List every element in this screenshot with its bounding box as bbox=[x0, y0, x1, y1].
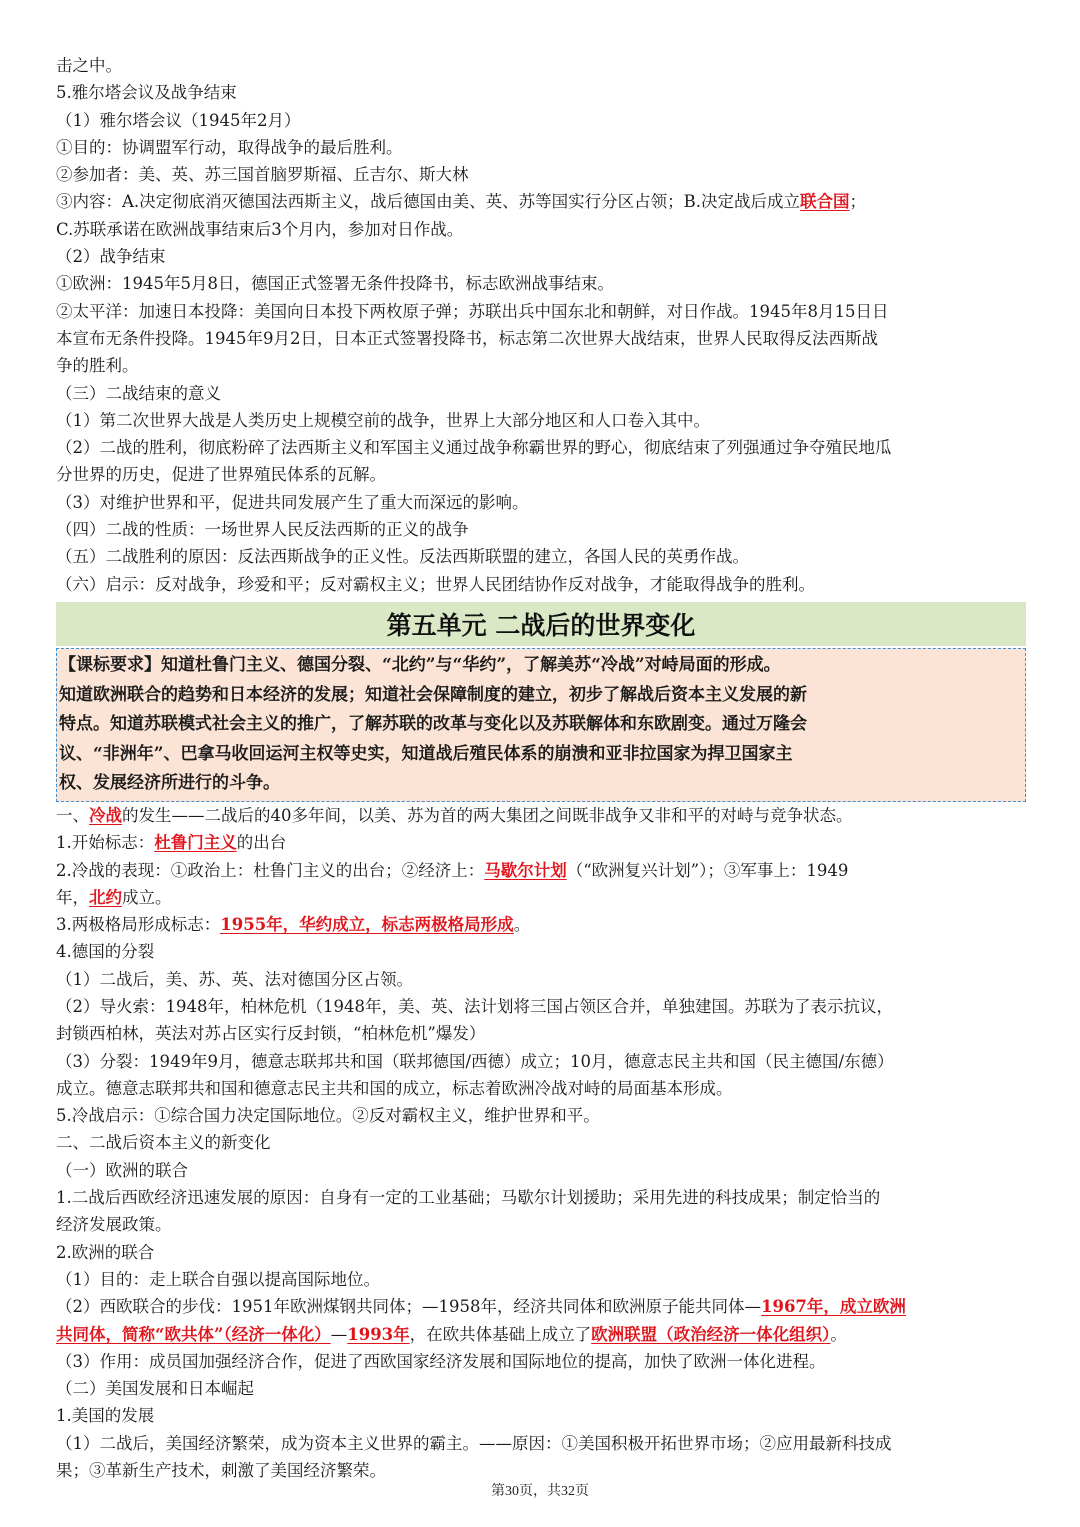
text-line: 击之中。 bbox=[56, 56, 122, 75]
key-term: 欧洲联盟（政治经济一体化组织） bbox=[591, 1324, 831, 1344]
text-line: 封锁西柏林，英法对苏占区实行反封锁，“柏林危机”爆发） bbox=[56, 1024, 486, 1044]
unit-title: 第五单元 二战后的世界变化 bbox=[56, 602, 1026, 646]
text-line: C.苏联承诺在欧洲战事结束后3个月内，参加对日作战。 bbox=[56, 219, 464, 239]
text-line: （3）作用：成员国加强经济合作，促进了西欧国家经济发展和国际地位的提高，加快了欧洲一体化进程。 bbox=[56, 1351, 826, 1371]
section-heading: 5.雅尔塔会议及战争结束 bbox=[56, 83, 237, 103]
text-line: ②太平洋：加速日本投降：美国向日本投下两枚原子弹；苏联出兵中国东北和朝鲜，对日作战。1945年8月15日日 bbox=[56, 301, 889, 321]
text-line: 1.二战后西欧经济迅速发展的原因：自身有一定的工业基础；马歇尔计划援助；采用先进的科技成果；制定恰当的 bbox=[56, 1188, 881, 1208]
key-term: 马歇尔计划 bbox=[484, 860, 567, 880]
key-term: 1955年，华约成立，标志两极格局形成 bbox=[220, 915, 514, 935]
text-segment: 3.两极格局形成标志： bbox=[56, 915, 221, 935]
text-line bbox=[56, 1321, 1026, 1348]
text-line: （1）目的：走上联合自强以提高国际地位。 bbox=[56, 1269, 380, 1289]
key-term: 1967年，成立欧洲 bbox=[760, 1297, 906, 1317]
section-heading: 1.美国的发展 bbox=[56, 1406, 155, 1426]
text-line: （2）二战的胜利，彻底粉碎了法西斯主义和军国主义通过战争称霸世界的野心，彻底结束了列强通过争夺殖民地瓜 bbox=[56, 438, 892, 458]
requirements-line: 知道欧洲联合的趋势和日本经济的发展；知道社会保障制度的建立，初步了解战后资本主义发展的新 bbox=[59, 684, 807, 705]
section-heading: （一）欧洲的联合 bbox=[56, 1160, 188, 1180]
key-term: 北约 bbox=[89, 887, 122, 907]
text-segment: 一、 bbox=[56, 805, 89, 825]
text-line: （2）战争结束 bbox=[56, 247, 166, 267]
key-term: 共同体，简称“欧共体”（经济一体化） bbox=[56, 1324, 331, 1344]
section-heading: 二、二战后资本主义的新变化 bbox=[56, 1133, 271, 1153]
text-segment: — bbox=[330, 1324, 348, 1344]
page-content bbox=[56, 52, 1026, 1484]
text-line: （3）分裂：1949年9月，德意志联邦共和国（联邦德国/西德）成立；10月，德意志民主共和国（民主德国/东德） bbox=[56, 1051, 894, 1071]
section-heading: （二）美国发展和日本崛起 bbox=[56, 1379, 254, 1399]
text-line: ②参加者：美、英、苏三国首脑罗斯福、丘吉尔、斯大林 bbox=[56, 165, 469, 185]
key-term: 冷战 bbox=[89, 805, 122, 825]
text-line: （1）二战后，美国经济繁荣，成为资本主义世界的霸主。——原因：①美国积极开拓世界市场；②应用最新科技成 bbox=[56, 1433, 892, 1453]
text-line: 果；③革新生产技术，刺激了美国经济繁荣。 bbox=[56, 1461, 386, 1481]
text-segment: 的发生——二战后的40多年间，以美、苏为首的两大集团之间既非战争又非和平的对峙与竞争状态。 bbox=[122, 805, 853, 825]
text-line: 本宣布无条件投降。1945年9月2日，日本正式签署投降书，标志第二次世界大战结束，世界人民取得反法西斯战 bbox=[56, 328, 878, 348]
text-segment: 2.冷战的表现：①政治上：杜鲁门主义的出台；②经济上： bbox=[56, 860, 485, 880]
requirements-line: 【课标要求】知道杜鲁门主义、德国分裂、“北约”与“华约”，了解美苏“冷战”对峙局面的形成。 bbox=[59, 654, 781, 675]
text-line bbox=[56, 884, 1026, 911]
text-segment: ； bbox=[849, 192, 867, 212]
requirements-line: 特点。知道苏联模式社会主义的推广，了解苏联的改革与变化以及苏联解体和东欧剧变。通过万隆会 bbox=[59, 714, 807, 735]
text-segment: ，在欧共体基础上成立了 bbox=[409, 1324, 592, 1344]
section-heading: 4.德国的分裂 bbox=[56, 942, 155, 962]
text-line: 经济发展政策。 bbox=[56, 1215, 172, 1235]
text-line: 成立。德意志联邦共和国和德意志民主共和国的成立，标志着欧洲冷战对峙的局面基本形成。 bbox=[56, 1078, 733, 1098]
text-segment: （2）西欧联合的步伐：1951年欧洲煤钢共同体；—1958年，经济共同体和欧洲原子能共同体— bbox=[56, 1297, 761, 1317]
text-segment: 。 bbox=[830, 1324, 847, 1344]
text-segment: 的出台 bbox=[236, 833, 287, 853]
text-line: （2）导火索：1948年，柏林危机（1948年，美、英、法计划将三国占领区合并，单独建国。苏联为了表示抗议， bbox=[56, 996, 893, 1016]
text-line bbox=[56, 1293, 1026, 1320]
text-line: 分世界的历史，促进了世界殖民体系的瓦解。 bbox=[56, 465, 386, 485]
key-term: 联合国 bbox=[800, 192, 850, 212]
text-segment: （“欧洲复兴计划”）；③军事上：1949 bbox=[566, 860, 849, 880]
text-line: （3）对维护世界和平，促进共同发展产生了重大而深远的影响。 bbox=[56, 492, 529, 512]
text-line bbox=[56, 911, 1026, 938]
text-line: （1）雅尔塔会议（1945年2月） bbox=[56, 110, 301, 130]
text-segment: 。 bbox=[513, 915, 531, 935]
text-line: 5.冷战启示：①综合国力决定国际地位。②反对霸权主义，维护世界和平。 bbox=[56, 1106, 600, 1126]
text-line: （1）二战后，美、苏、英、法对德国分区占领。 bbox=[56, 969, 413, 989]
text-line bbox=[56, 829, 1026, 856]
text-segment: 成立。 bbox=[122, 887, 172, 907]
text-line bbox=[56, 188, 1026, 215]
curriculum-requirements-box bbox=[56, 648, 1026, 802]
text-line bbox=[56, 802, 1026, 829]
requirements-line: 权、发展经济所进行的斗争。 bbox=[59, 773, 280, 794]
text-line: ①欧洲：1945年5月8日，德国正式签署无条件投降书，标志欧洲战事结束。 bbox=[56, 274, 614, 294]
key-term: 杜鲁门主义 bbox=[154, 833, 237, 853]
text-line: 争的胜利。 bbox=[56, 356, 139, 376]
section-heading: 2.欧洲的联合 bbox=[56, 1242, 155, 1262]
text-line: ①目的：协调盟军行动，取得战争的最后胜利。 bbox=[56, 137, 403, 157]
section-heading: （三）二战结束的意义 bbox=[56, 383, 221, 403]
section-heading: （四）二战的性质：一场世界人民反法西斯的正义的战争 bbox=[56, 520, 469, 540]
text-line: （1）第二次世界大战是人类历史上规模空前的战争，世界上大部分地区和人口卷入其中。 bbox=[56, 410, 710, 430]
section-heading: （六）启示：反对战争，珍爱和平；反对霸权主义；世界人民团结协作反对战争，才能取得战争的胜利。 bbox=[56, 574, 815, 594]
text-line bbox=[56, 857, 1026, 884]
key-term: 1993年 bbox=[347, 1324, 410, 1344]
text-segment: 1.开始标志： bbox=[56, 833, 155, 853]
section-heading: （五）二战胜利的原因：反法西斯战争的正义性。反法西斯联盟的建立，各国人民的英勇作战。 bbox=[56, 547, 749, 567]
requirements-line: 议、“非洲年”、巴拿马收回运河主权等史实，知道战后殖民体系的崩溃和亚非拉国家为捍卫国家主 bbox=[59, 743, 793, 764]
page-number-footer: 第30页，共32页 bbox=[491, 1484, 589, 1499]
text-segment: 年， bbox=[56, 887, 89, 907]
text-segment: ③内容：A.决定彻底消灭德国法西斯主义，战后德国由美、英、苏等国实行分区占领；B.决定战后成立 bbox=[56, 192, 801, 212]
